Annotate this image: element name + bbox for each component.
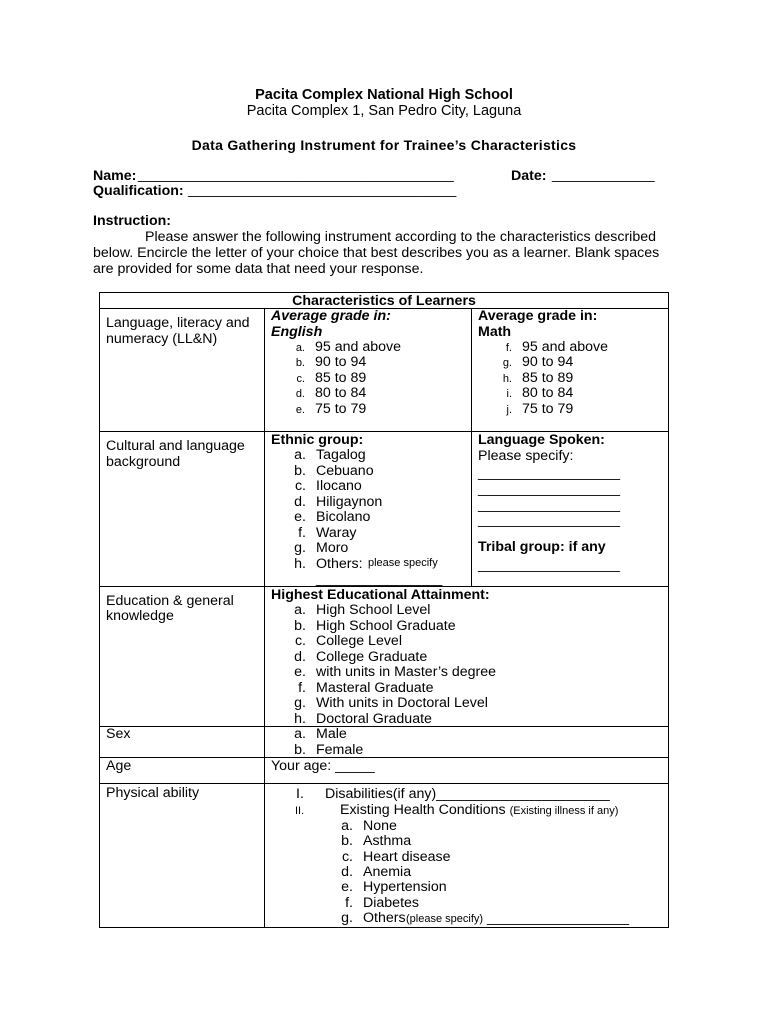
health-option-letter: g.: [341, 909, 353, 926]
education-option[interactable]: [280, 633, 402, 649]
education-option-letter: a.: [294, 602, 306, 618]
education-option-letter: c.: [294, 633, 306, 649]
ethnic-option[interactable]: [280, 447, 366, 463]
name-field[interactable]: ________________________________________: [138, 167, 454, 183]
education-option-text: With units in Doctoral Level: [316, 695, 488, 711]
instruction-line-1: Please answer the following instrument according to the characteristics described: [145, 229, 657, 245]
math-option-letter: j.: [506, 403, 512, 416]
row-label-age: Age: [106, 758, 132, 774]
math-option-text: 75 to 79: [522, 400, 574, 417]
english-option-letter: b.: [295, 357, 305, 370]
ethnic-option-text: Hiligaynon: [316, 493, 383, 510]
ethnic-option-text: Bicolano: [316, 509, 371, 525]
ethnic-option-text: Tagalog: [316, 447, 366, 463]
math-option-letter: h.: [502, 372, 512, 385]
health-option-letter: b.: [341, 833, 353, 850]
math-option-text: 90 to 94: [522, 354, 574, 371]
health-option[interactable]: [327, 849, 451, 865]
disabilities-marker: I.: [296, 786, 304, 802]
date-field[interactable]: _____________: [552, 167, 655, 183]
english-option-letter: d.: [295, 388, 305, 401]
ethnic-option-text: Ilocano: [316, 478, 362, 494]
sex-option-letter: a.: [294, 726, 306, 742]
health-option-text: Others: [363, 909, 406, 926]
english-option-letter: c.: [296, 372, 305, 385]
language-blank-1[interactable]: __________________: [478, 465, 621, 481]
education-option-text: Doctoral Graduate: [316, 710, 432, 727]
tribal-blank[interactable]: __________________: [478, 557, 621, 573]
ethnic-option-letter: h.: [294, 555, 306, 572]
school-address: Pacita Complex 1, San Pedro City, Laguna: [246, 103, 522, 119]
ethnic-others-note: please specify: [368, 557, 438, 569]
education-option-text: College Level: [316, 633, 402, 649]
math-heading: Average grade in:: [478, 308, 598, 324]
health-option-letter: a.: [341, 818, 353, 834]
education-option[interactable]: [280, 664, 496, 680]
health-option-text: Hypertension: [363, 879, 447, 896]
sex-option[interactable]: [280, 742, 363, 758]
english-option-text: 90 to 94: [315, 354, 367, 371]
health-others-extra: [406, 910, 629, 926]
ethnic-option-letter: b.: [294, 462, 306, 479]
row-label-sex: Sex: [106, 726, 131, 742]
health-others-blank[interactable]: __________________: [487, 910, 630, 926]
row-label-lln-1: Language, literacy and: [106, 315, 250, 331]
english-option-text: 95 and above: [315, 339, 401, 355]
english-option-letter: a.: [295, 342, 305, 354]
math-option-text: 95 and above: [522, 339, 608, 355]
health-option-letter: e.: [341, 879, 353, 896]
table-header: Characteristics of Learners: [292, 293, 476, 309]
instruction-line-3: are provided for some data that need your response.: [93, 261, 424, 277]
name-label: Name:: [93, 168, 137, 184]
ethnic-option-letter: g.: [294, 540, 306, 556]
math-option-letter: f.: [505, 342, 512, 354]
health-option-letter: d.: [341, 863, 353, 880]
language-blank-3[interactable]: __________________: [478, 497, 621, 513]
qualification-label: Qualification:: [93, 183, 184, 199]
ethnic-option-text: Moro: [316, 540, 349, 556]
health-option[interactable]: [327, 818, 397, 834]
english-option-text: 80 to 84: [315, 385, 367, 402]
math-subject: Math: [478, 324, 512, 340]
ethnic-option-text: Others:: [316, 555, 363, 572]
ethnic-option-letter: f.: [298, 524, 306, 541]
row-label-culture-2: background: [106, 454, 181, 470]
ethnic-option[interactable]: [280, 556, 363, 572]
ethnic-others-blank[interactable]: ________________: [316, 571, 443, 587]
health-option-text: Diabetes: [363, 894, 419, 911]
math-option-letter: i.: [506, 388, 512, 401]
ethnic-option-letter: d.: [294, 493, 306, 510]
instruction-line-2: below. Encircle the letter of your choice that best describes you as a learner. Blank spaces: [93, 245, 660, 261]
education-option[interactable]: [280, 618, 456, 634]
education-option-letter: f.: [298, 679, 306, 696]
english-option-letter: e.: [295, 403, 305, 416]
education-option[interactable]: [280, 649, 427, 665]
sex-option[interactable]: [280, 726, 347, 742]
language-blank-4[interactable]: __________________: [478, 512, 621, 528]
sex-option-text: Male: [316, 726, 347, 742]
ethnic-option[interactable]: [280, 494, 382, 510]
sex-option-letter: b.: [294, 741, 306, 758]
math-option-text: 80 to 84: [522, 385, 574, 402]
health-others-note: (please specify): [406, 913, 484, 925]
date-label: Date:: [511, 168, 547, 184]
education-option-letter: e.: [294, 664, 306, 680]
row-label-culture-1: Cultural and language: [106, 438, 245, 454]
education-option-text: High School Graduate: [316, 617, 456, 634]
education-option-text: with units in Master’s degree: [316, 664, 497, 680]
age-field[interactable]: Your age: _____: [271, 758, 375, 774]
health-option-text: Heart disease: [363, 848, 451, 865]
sex-option-text: Female: [316, 741, 364, 758]
health-option-letter: f.: [345, 894, 353, 911]
ethnic-option-letter: a.: [294, 447, 306, 463]
ethnic-option[interactable]: [280, 509, 370, 525]
education-option[interactable]: [280, 680, 434, 696]
education-option-text: High School Level: [316, 602, 431, 618]
ethnic-option-text: Waray: [316, 524, 357, 541]
row-label-education-1: Education & general: [106, 593, 234, 609]
ethnic-option-text: Cebuano: [316, 462, 374, 479]
english-option-text: 85 to 89: [315, 369, 367, 386]
row-label-lln-2: numeracy (LL&N): [106, 331, 218, 347]
health-heading-text: Existing Health Conditions: [340, 802, 506, 818]
english-subject: English: [271, 324, 323, 340]
education-option-letter: d.: [294, 648, 306, 665]
education-option-text: College Graduate: [316, 648, 428, 665]
education-option-letter: h.: [294, 710, 306, 727]
disabilities-field[interactable]: Disabilities(if any)______________________: [325, 786, 610, 802]
education-option[interactable]: [280, 602, 430, 618]
english-option[interactable]: [279, 401, 366, 418]
qualification-field[interactable]: __________________________________: [188, 182, 457, 198]
ethnic-option[interactable]: [280, 540, 348, 556]
health-option-text: None: [363, 818, 397, 834]
education-option[interactable]: [280, 711, 432, 727]
math-option-letter: g.: [502, 357, 512, 370]
ethnic-option[interactable]: [280, 478, 362, 494]
ethnic-option-letter: e.: [294, 509, 306, 525]
ethnic-option[interactable]: [280, 525, 356, 541]
health-option-text: Asthma: [363, 833, 412, 850]
education-option-letter: b.: [294, 617, 306, 634]
health-option-letter: c.: [341, 848, 353, 865]
ethnic-option[interactable]: [280, 463, 374, 479]
health-option[interactable]: [327, 864, 411, 880]
school-name: Pacita Complex National High School: [255, 87, 513, 103]
math-option-text: 85 to 89: [522, 369, 574, 386]
language-blank-2[interactable]: __________________: [478, 481, 621, 497]
health-option[interactable]: [327, 879, 447, 895]
health-option[interactable]: [327, 910, 406, 926]
instruction-label: Instruction:: [93, 213, 172, 229]
education-option-letter: g.: [294, 695, 306, 711]
document-title: Data Gathering Instrument for Trainee’s Characteristics: [191, 137, 577, 153]
health-note: (Existing illness if any): [509, 805, 619, 817]
ethnic-heading: Ethnic group:: [271, 432, 364, 448]
language-heading: Language Spoken:: [478, 432, 605, 448]
health-option[interactable]: [327, 895, 419, 911]
health-marker: II.: [295, 805, 305, 817]
health-option[interactable]: [327, 833, 411, 849]
education-heading: Highest Educational Attainment:: [271, 587, 490, 603]
row-label-education-2: knowledge: [106, 608, 174, 624]
education-option-text: Masteral Graduate: [316, 679, 434, 696]
row-label-physical: Physical ability: [106, 785, 200, 801]
language-specify: Please specify:: [478, 448, 574, 464]
math-option[interactable]: [486, 401, 573, 418]
ethnic-option-letter: c.: [294, 478, 306, 494]
english-heading: Average grade in:: [271, 308, 391, 324]
health-option-text: Anemia: [363, 863, 412, 880]
english-option-text: 75 to 79: [315, 400, 367, 417]
education-option[interactable]: [280, 695, 488, 711]
tribal-heading: Tribal group: if any: [478, 539, 606, 555]
health-heading: [340, 802, 618, 818]
